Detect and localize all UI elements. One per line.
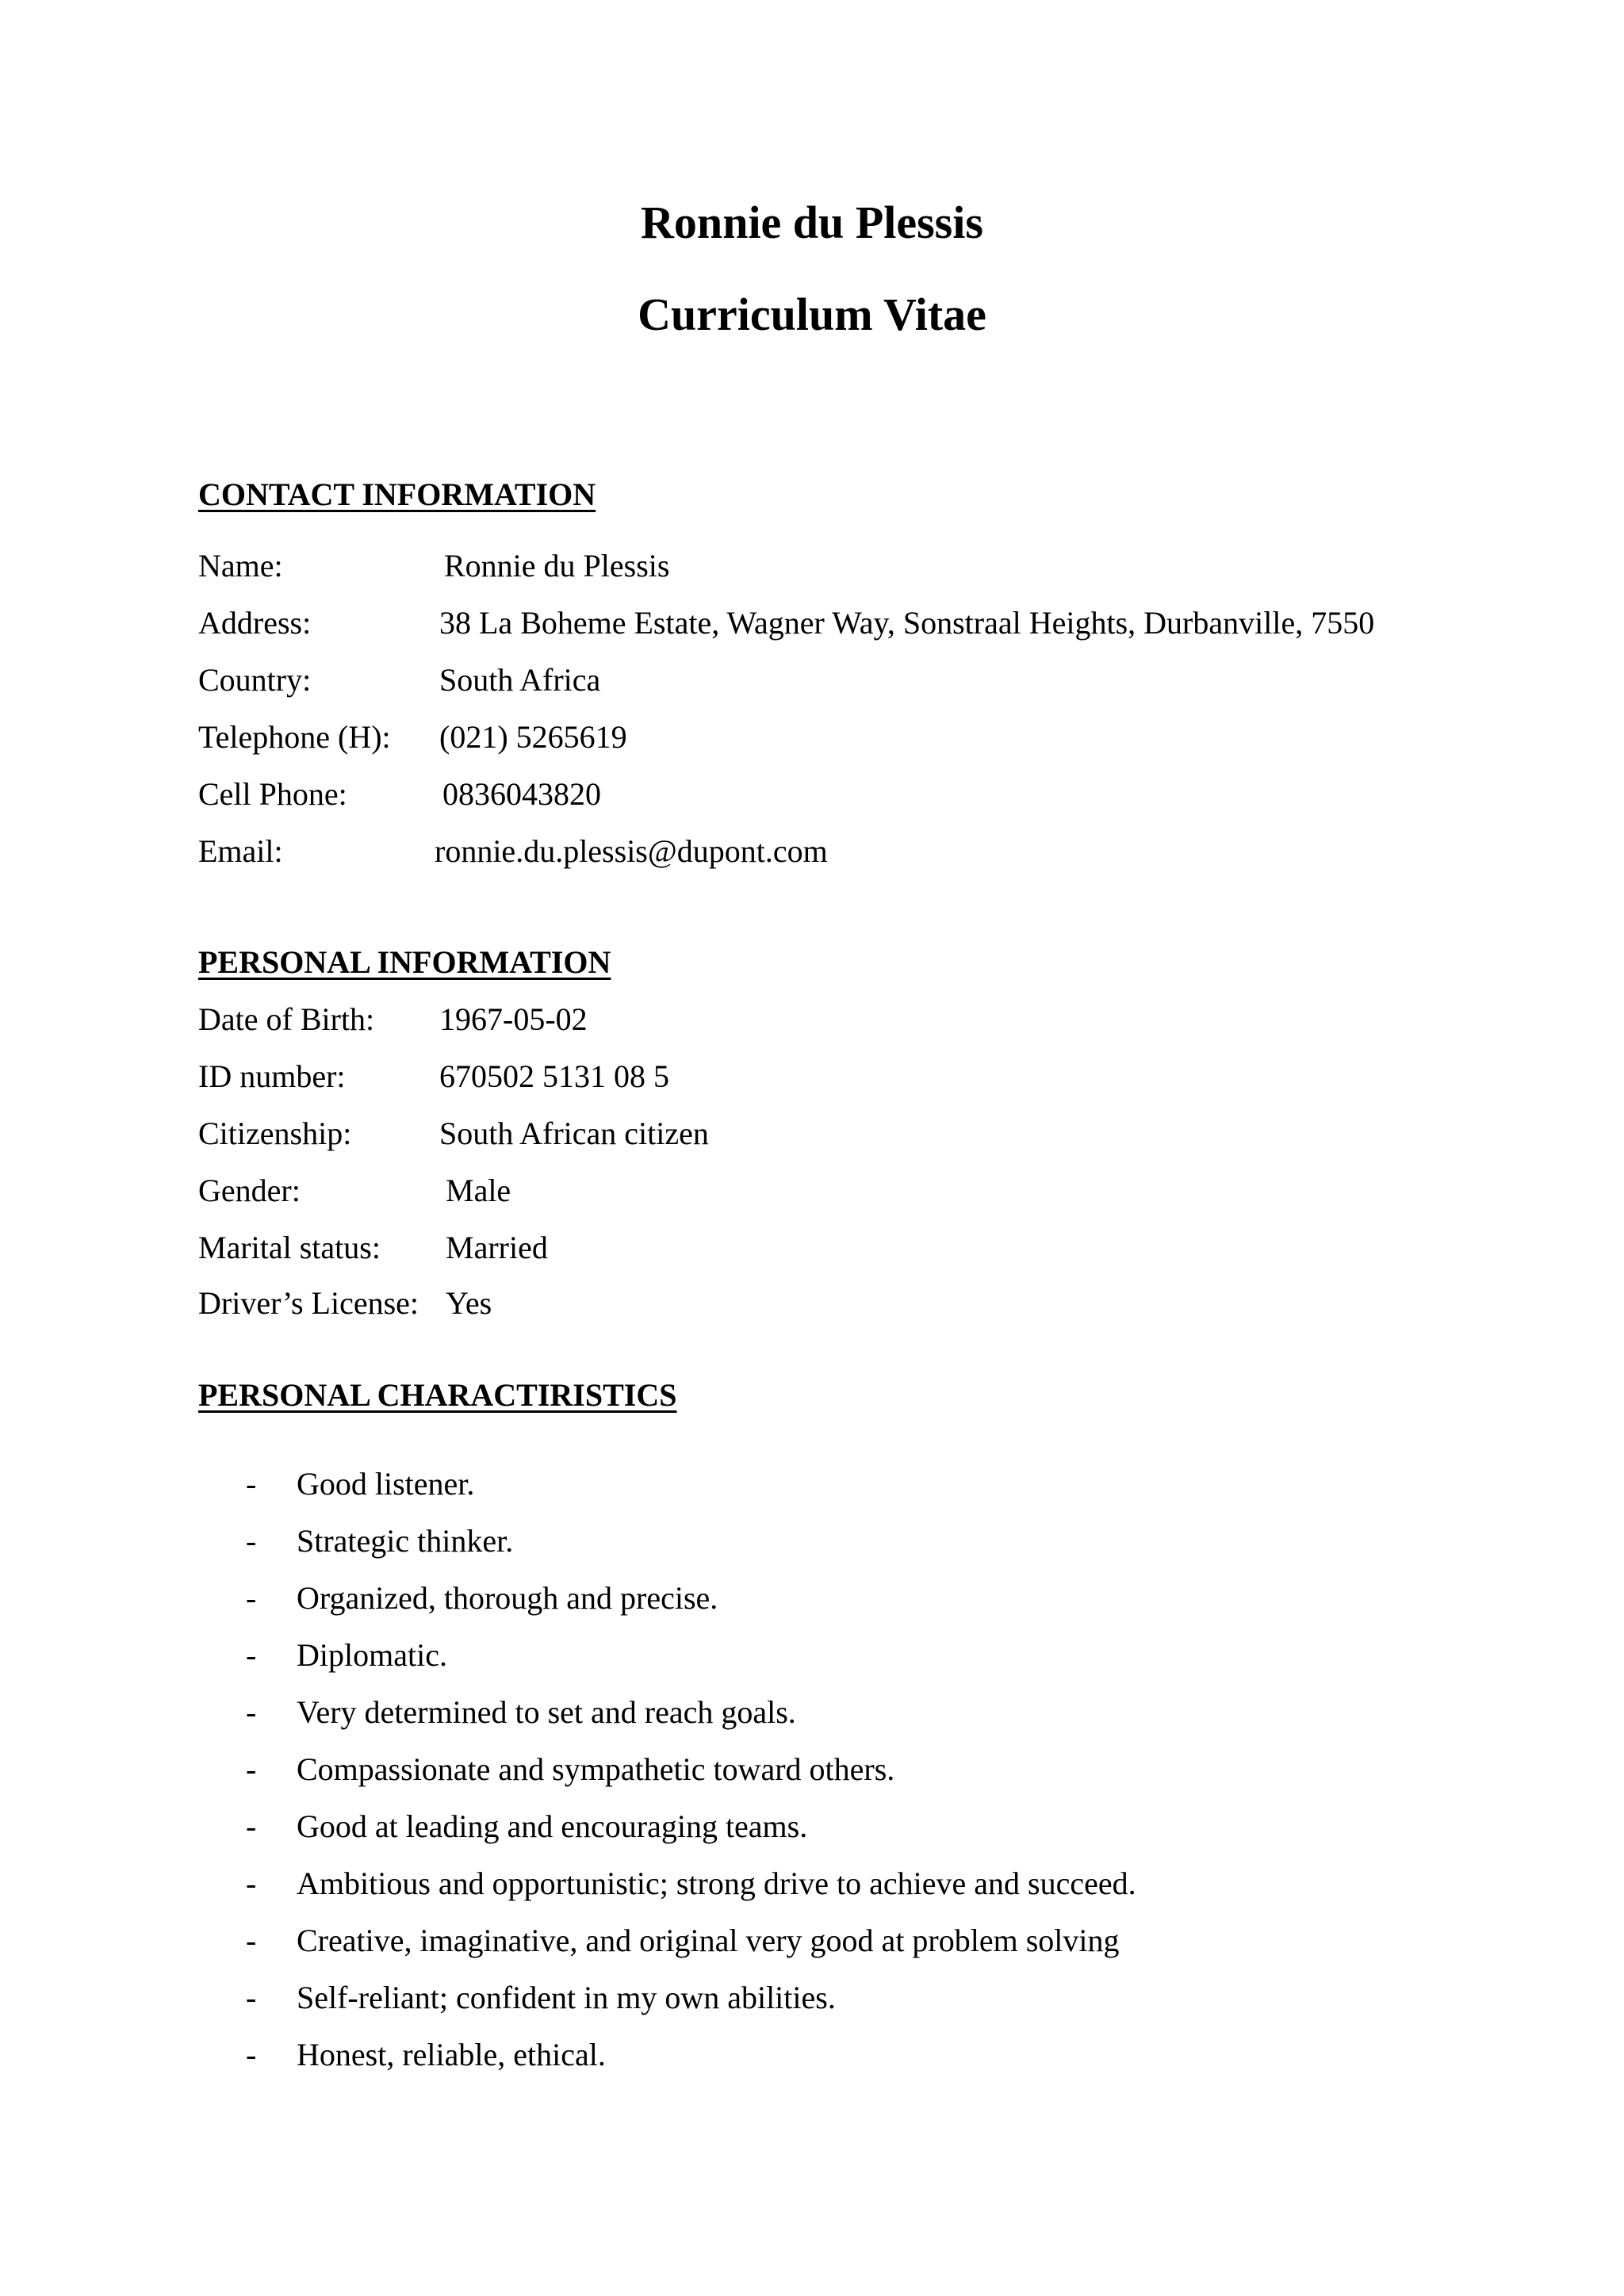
field-value: Male (446, 1173, 511, 1208)
list-item-text: Ambitious and opportunistic; strong drive to achieve and succeed. (297, 1866, 1136, 1901)
bullet-marker: - (246, 2037, 257, 2072)
bullet-marker: - (246, 1980, 257, 2015)
field-value: 0836043820 (442, 776, 601, 812)
personal-heading: PERSONAL INFORMATION (198, 944, 611, 980)
field-label: Citizenship: (198, 1115, 352, 1151)
field-value: (021) 5265619 (439, 719, 627, 755)
field-label: Gender: (198, 1173, 301, 1208)
bullet-marker: - (246, 1808, 257, 1844)
bullet-marker: - (246, 1637, 257, 1673)
field-label: Name: (198, 548, 283, 584)
field-value: 670502 5131 08 5 (439, 1058, 669, 1094)
bullet-marker: - (246, 1466, 257, 1502)
field-value: Ronnie du Plessis (444, 548, 670, 584)
bullet-marker: - (246, 1523, 257, 1559)
bullet-marker: - (246, 1580, 257, 1616)
characteristics-heading: PERSONAL CHARACTIRISTICS (198, 1377, 677, 1413)
field-label: Driver’s License: (198, 1285, 419, 1321)
cv-subtitle: Curriculum Vitae (638, 289, 986, 340)
list-item-text: Compassionate and sympathetic toward others. (297, 1751, 895, 1787)
field-value: 38 La Boheme Estate, Wagner Way, Sonstraal Heights, Durbanville, 7550 (439, 605, 1375, 641)
list-item-text: Organized, thorough and precise. (297, 1580, 718, 1616)
bullet-marker: - (246, 1694, 257, 1730)
field-label: Address: (198, 605, 312, 641)
list-item-text: Honest, reliable, ethical. (297, 2037, 606, 2072)
field-label: Country: (198, 662, 312, 698)
field-label: Date of Birth: (198, 1001, 375, 1037)
field-value: Yes (446, 1285, 492, 1321)
field-value: 1967-05-02 (439, 1001, 588, 1037)
field-value: South Africa (439, 662, 601, 698)
list-item-text: Good listener. (297, 1466, 475, 1502)
field-label: Email: (198, 833, 283, 869)
field-label: Telephone (H): (198, 719, 391, 755)
list-item-text: Good at leading and encouraging teams. (297, 1808, 808, 1844)
list-item-text: Creative, imaginative, and original very good at problem solving (297, 1923, 1120, 1958)
field-value: South African citizen (439, 1115, 709, 1151)
field-label: ID number: (198, 1058, 346, 1094)
bullet-marker: - (246, 1751, 257, 1787)
list-item-text: Diplomatic. (297, 1637, 447, 1673)
field-label: Cell Phone: (198, 776, 347, 812)
list-item-text: Very determined to set and reach goals. (297, 1694, 796, 1730)
list-item-text: Self-reliant; confident in my own abilities. (297, 1980, 836, 2015)
contact-heading: CONTACT INFORMATION (198, 476, 596, 512)
field-value: Married (446, 1230, 548, 1265)
bullet-marker: - (246, 1923, 257, 1958)
cv-name-title: Ronnie du Plessis (641, 197, 983, 248)
email-link[interactable]: ronnie.du.plessis@dupont.com (435, 833, 828, 869)
field-label: Marital status: (198, 1230, 381, 1265)
list-item-text: Strategic thinker. (297, 1523, 514, 1559)
bullet-marker: - (246, 1866, 257, 1901)
